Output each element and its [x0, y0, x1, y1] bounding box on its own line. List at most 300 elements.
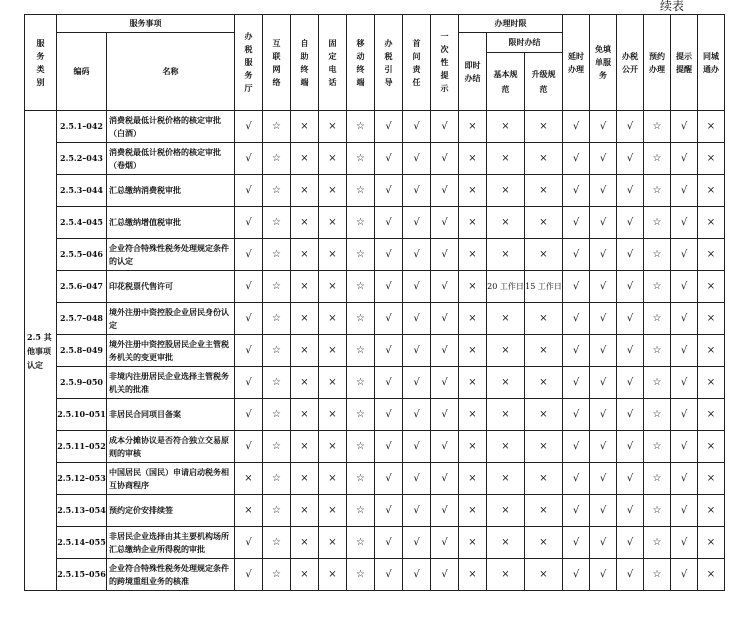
- status-cell: ×: [459, 143, 487, 175]
- item-code: 2.5.11–052: [57, 431, 107, 463]
- table-row: [25, 175, 725, 207]
- status-cell: √: [671, 559, 698, 591]
- header-fixed-phone: 固定电话: [319, 15, 347, 111]
- status-cell: ☆: [347, 303, 375, 335]
- status-cell: √: [403, 175, 431, 207]
- status-cell: √: [590, 495, 617, 527]
- status-cell: √: [590, 463, 617, 495]
- status-cell: ☆: [263, 303, 291, 335]
- status-cell: ☆: [263, 431, 291, 463]
- status-cell: √: [590, 367, 617, 399]
- status-cell: √: [671, 335, 698, 367]
- table-row: [25, 559, 725, 591]
- header-same-city: 同城通办: [698, 15, 725, 111]
- status-cell: √: [563, 463, 590, 495]
- item-name: 预约定价安排续签: [107, 495, 235, 527]
- header-one-time-notice: 一次性提示: [431, 15, 459, 111]
- status-cell: √: [617, 143, 644, 175]
- status-cell: √: [671, 111, 698, 143]
- status-cell: ×: [291, 111, 319, 143]
- table-row: [25, 335, 725, 367]
- status-cell: √: [403, 527, 431, 559]
- table-row: [25, 367, 725, 399]
- item-code: 2.5.5–046: [57, 239, 107, 271]
- status-cell: ×: [487, 303, 525, 335]
- status-cell: ☆: [347, 367, 375, 399]
- continued-label: 续表: [659, 0, 684, 13]
- header-name: 名称: [107, 33, 235, 111]
- status-cell: ×: [698, 239, 725, 271]
- status-cell: ×: [698, 111, 725, 143]
- status-cell: √: [671, 143, 698, 175]
- status-cell: ×: [525, 303, 563, 335]
- status-cell: ×: [459, 463, 487, 495]
- status-cell: √: [590, 431, 617, 463]
- status-cell: ×: [291, 335, 319, 367]
- status-cell: ×: [319, 111, 347, 143]
- status-cell: √: [671, 175, 698, 207]
- status-cell: √: [431, 239, 459, 271]
- item-code: 2.5.10–051: [57, 399, 107, 431]
- item-code: 2.5.8–049: [57, 335, 107, 367]
- status-cell: ×: [698, 207, 725, 239]
- status-cell: √: [590, 175, 617, 207]
- status-cell: ×: [459, 431, 487, 463]
- status-cell: √: [590, 207, 617, 239]
- status-cell: √: [563, 207, 590, 239]
- status-cell: ×: [291, 463, 319, 495]
- status-cell: √: [431, 495, 459, 527]
- status-cell: √: [375, 239, 403, 271]
- item-code: 2.5.1–042: [57, 111, 107, 143]
- status-cell: √: [375, 271, 403, 303]
- status-cell: ×: [319, 239, 347, 271]
- status-cell: ×: [291, 367, 319, 399]
- item-code: 2.5.12–053: [57, 463, 107, 495]
- item-name: 企业符合特殊性税务处理规定条件的认定: [107, 239, 235, 271]
- status-cell: ×: [487, 111, 525, 143]
- status-cell: ×: [459, 111, 487, 143]
- status-cell: √: [235, 111, 263, 143]
- status-cell: √: [563, 527, 590, 559]
- status-cell: ☆: [263, 111, 291, 143]
- header-processing-time: 办理时限: [459, 15, 563, 33]
- item-name: 汇总缴纳增值税审批: [107, 207, 235, 239]
- status-cell: ×: [291, 559, 319, 591]
- status-cell: ☆: [644, 399, 671, 431]
- status-cell: √: [617, 367, 644, 399]
- status-cell: √: [590, 335, 617, 367]
- status-cell: ☆: [644, 111, 671, 143]
- status-cell: ×: [525, 207, 563, 239]
- status-cell: √: [617, 303, 644, 335]
- status-cell: ☆: [263, 463, 291, 495]
- status-cell: √: [375, 207, 403, 239]
- status-cell: √: [617, 271, 644, 303]
- status-cell: √: [431, 303, 459, 335]
- status-cell: ×: [698, 463, 725, 495]
- status-cell: ☆: [347, 111, 375, 143]
- status-cell: √: [590, 111, 617, 143]
- status-cell: √: [375, 399, 403, 431]
- status-cell: ×: [291, 399, 319, 431]
- header-tax-hall: 办税服务厅: [235, 15, 263, 111]
- item-name: 企业符合特殊性税务处理规定条件的跨境重组业务的核准: [107, 559, 235, 591]
- status-cell: √: [375, 303, 403, 335]
- status-cell: √: [563, 431, 590, 463]
- item-code: 2.5.4–045: [57, 207, 107, 239]
- status-cell: ×: [487, 335, 525, 367]
- status-cell: ☆: [347, 143, 375, 175]
- status-cell: √: [563, 367, 590, 399]
- status-cell: √: [235, 239, 263, 271]
- status-cell: ☆: [263, 367, 291, 399]
- header-form-free: 免填单服务: [590, 15, 617, 111]
- status-cell: ×: [487, 431, 525, 463]
- status-cell: √: [590, 527, 617, 559]
- status-cell: √: [617, 527, 644, 559]
- status-cell: √: [235, 399, 263, 431]
- status-cell: √: [375, 431, 403, 463]
- header-reminder: 提示提醒: [671, 15, 698, 111]
- status-cell: √: [671, 303, 698, 335]
- status-cell: √: [403, 207, 431, 239]
- status-cell: ×: [525, 495, 563, 527]
- status-cell: ☆: [263, 239, 291, 271]
- status-cell: ×: [698, 431, 725, 463]
- status-cell: √: [617, 111, 644, 143]
- status-cell: ☆: [263, 271, 291, 303]
- status-cell: ×: [487, 527, 525, 559]
- status-cell: ☆: [644, 463, 671, 495]
- table-row: [25, 527, 725, 559]
- status-cell: ☆: [644, 527, 671, 559]
- status-cell: √: [590, 271, 617, 303]
- status-cell: ×: [525, 527, 563, 559]
- item-name: 境外注册中资控股居民企业主管税务机关的变更审批: [107, 335, 235, 367]
- status-cell: ×: [459, 239, 487, 271]
- status-cell: √: [431, 559, 459, 591]
- table-row: [25, 143, 725, 175]
- status-cell: ×: [291, 527, 319, 559]
- status-cell: √: [671, 239, 698, 271]
- status-cell: √: [375, 495, 403, 527]
- status-cell: ☆: [347, 495, 375, 527]
- status-cell: ×: [525, 143, 563, 175]
- status-cell: √: [431, 399, 459, 431]
- status-cell: ☆: [263, 495, 291, 527]
- status-cell: ☆: [347, 399, 375, 431]
- item-code: 2.5.13–054: [57, 495, 107, 527]
- header-self-terminal: 自助终端: [291, 15, 319, 111]
- status-cell: √: [403, 111, 431, 143]
- item-code: 2.5.6–047: [57, 271, 107, 303]
- status-cell: ×: [525, 335, 563, 367]
- status-cell: √: [671, 207, 698, 239]
- status-cell: ×: [698, 367, 725, 399]
- status-cell: √: [235, 143, 263, 175]
- status-cell: ×: [459, 335, 487, 367]
- status-cell: √: [403, 463, 431, 495]
- status-cell: ×: [487, 463, 525, 495]
- status-cell: √: [431, 271, 459, 303]
- status-cell: 20 工作日: [487, 271, 525, 303]
- status-cell: ×: [487, 495, 525, 527]
- status-cell: √: [235, 367, 263, 399]
- status-cell: ×: [525, 111, 563, 143]
- status-cell: ×: [525, 559, 563, 591]
- table-row: [25, 399, 725, 431]
- header-tax-guide: 办税引导: [375, 15, 403, 111]
- status-cell: √: [671, 431, 698, 463]
- status-cell: ×: [319, 175, 347, 207]
- header-time-limited: 限时办结: [487, 33, 563, 53]
- status-cell: √: [375, 367, 403, 399]
- header-extended: 延时办理: [563, 15, 590, 111]
- status-cell: ×: [319, 431, 347, 463]
- status-cell: √: [403, 495, 431, 527]
- status-cell: ☆: [644, 335, 671, 367]
- status-cell: √: [403, 335, 431, 367]
- status-cell: √: [431, 175, 459, 207]
- item-name: 汇总缴纳消费税审批: [107, 175, 235, 207]
- status-cell: ×: [291, 175, 319, 207]
- status-cell: ×: [459, 527, 487, 559]
- item-name: 消费税最低计税价格的核定审批（卷烟）: [107, 143, 235, 175]
- status-cell: √: [590, 399, 617, 431]
- status-cell: ☆: [644, 271, 671, 303]
- header-internet: 互联网络: [263, 15, 291, 111]
- item-code: 2.5.9–050: [57, 367, 107, 399]
- status-cell: √: [563, 143, 590, 175]
- status-cell: √: [235, 271, 263, 303]
- status-cell: ×: [698, 495, 725, 527]
- item-name: 非居民合同项目备案: [107, 399, 235, 431]
- status-cell: √: [617, 207, 644, 239]
- item-name: 非境内注册居民企业选择主管税务机关的批准: [107, 367, 235, 399]
- status-cell: ☆: [644, 207, 671, 239]
- status-cell: √: [403, 143, 431, 175]
- status-cell: √: [375, 463, 403, 495]
- status-cell: √: [563, 271, 590, 303]
- status-cell: √: [590, 303, 617, 335]
- item-code: 2.5.14–055: [57, 527, 107, 559]
- item-name: 中国居民（国民）申请启动税务相互协商程序: [107, 463, 235, 495]
- header-category: 服务类别: [25, 15, 57, 111]
- category-cell: 2.5 其他事项认定: [25, 111, 57, 591]
- status-cell: ☆: [347, 431, 375, 463]
- status-cell: √: [403, 399, 431, 431]
- status-cell: ×: [459, 399, 487, 431]
- status-cell: √: [617, 399, 644, 431]
- status-cell: ×: [525, 175, 563, 207]
- status-cell: ×: [319, 271, 347, 303]
- status-cell: √: [375, 527, 403, 559]
- status-cell: √: [671, 399, 698, 431]
- status-cell: √: [431, 431, 459, 463]
- status-cell: ×: [459, 559, 487, 591]
- status-cell: √: [431, 527, 459, 559]
- status-cell: √: [375, 559, 403, 591]
- header-code: 编码: [57, 33, 107, 111]
- status-cell: ☆: [644, 303, 671, 335]
- status-cell: ×: [459, 207, 487, 239]
- status-cell: ×: [235, 463, 263, 495]
- status-cell: ×: [698, 559, 725, 591]
- header-upgrade-standard: 升级规范: [525, 53, 563, 111]
- status-cell: √: [403, 431, 431, 463]
- status-cell: ☆: [263, 527, 291, 559]
- table-row: [25, 271, 725, 303]
- header-basic-standard: 基本规范: [487, 53, 525, 111]
- status-cell: √: [671, 271, 698, 303]
- status-cell: √: [617, 431, 644, 463]
- status-cell: ☆: [347, 335, 375, 367]
- status-cell: ×: [291, 495, 319, 527]
- status-cell: ×: [291, 303, 319, 335]
- status-cell: ×: [487, 399, 525, 431]
- status-cell: ×: [487, 239, 525, 271]
- status-cell: √: [403, 239, 431, 271]
- status-cell: ×: [459, 367, 487, 399]
- status-cell: √: [235, 527, 263, 559]
- item-code: 2.5.2–043: [57, 143, 107, 175]
- status-cell: ×: [319, 143, 347, 175]
- status-cell: √: [617, 239, 644, 271]
- status-cell: √: [431, 463, 459, 495]
- status-cell: √: [590, 143, 617, 175]
- status-cell: √: [563, 399, 590, 431]
- status-cell: √: [235, 559, 263, 591]
- status-cell: ×: [487, 143, 525, 175]
- status-cell: ×: [698, 175, 725, 207]
- status-cell: ×: [459, 175, 487, 207]
- status-cell: ☆: [644, 239, 671, 271]
- status-cell: √: [431, 335, 459, 367]
- status-cell: ×: [698, 303, 725, 335]
- status-cell: √: [563, 559, 590, 591]
- service-matters-table: [24, 14, 725, 591]
- status-cell: ×: [487, 559, 525, 591]
- status-cell: ☆: [263, 143, 291, 175]
- item-code: 2.5.3–044: [57, 175, 107, 207]
- status-cell: √: [403, 367, 431, 399]
- status-cell: √: [590, 239, 617, 271]
- status-cell: √: [431, 111, 459, 143]
- status-cell: √: [431, 143, 459, 175]
- status-cell: ×: [525, 399, 563, 431]
- status-cell: √: [617, 559, 644, 591]
- status-cell: ☆: [263, 559, 291, 591]
- status-cell: √: [403, 271, 431, 303]
- status-cell: ☆: [644, 175, 671, 207]
- status-cell: ☆: [347, 271, 375, 303]
- status-cell: √: [375, 175, 403, 207]
- status-cell: √: [671, 527, 698, 559]
- status-cell: √: [563, 495, 590, 527]
- status-cell: √: [235, 175, 263, 207]
- table-row: [25, 431, 725, 463]
- status-cell: √: [431, 207, 459, 239]
- status-cell: √: [590, 559, 617, 591]
- item-name: 非居民企业选择由其主要机构场所汇总缴纳企业所得税的审批: [107, 527, 235, 559]
- header-service-item: 服务事项: [57, 15, 235, 33]
- status-cell: ×: [291, 143, 319, 175]
- table-row: [25, 111, 725, 143]
- item-name: 成本分摊协议是否符合独立交易原则的审核: [107, 431, 235, 463]
- status-cell: ☆: [263, 207, 291, 239]
- status-cell: √: [617, 335, 644, 367]
- status-cell: √: [671, 367, 698, 399]
- status-cell: ☆: [644, 559, 671, 591]
- status-cell: ×: [291, 271, 319, 303]
- header-appointment: 预约办理: [644, 15, 671, 111]
- item-name: 印花税票代售许可: [107, 271, 235, 303]
- status-cell: ×: [525, 367, 563, 399]
- status-cell: ×: [235, 495, 263, 527]
- table-row: [25, 303, 725, 335]
- status-cell: ×: [291, 207, 319, 239]
- status-cell: ×: [319, 463, 347, 495]
- status-cell: ×: [319, 495, 347, 527]
- status-cell: √: [375, 335, 403, 367]
- status-cell: √: [617, 175, 644, 207]
- status-cell: √: [235, 207, 263, 239]
- table-row: [25, 239, 725, 271]
- header-immediate: 即时办结: [459, 33, 487, 111]
- status-cell: ×: [319, 303, 347, 335]
- status-cell: √: [375, 143, 403, 175]
- status-cell: ×: [525, 239, 563, 271]
- status-cell: ×: [319, 399, 347, 431]
- status-cell: ☆: [644, 431, 671, 463]
- status-cell: ×: [698, 271, 725, 303]
- status-cell: √: [563, 335, 590, 367]
- status-cell: ×: [291, 431, 319, 463]
- status-cell: √: [563, 111, 590, 143]
- status-cell: ☆: [263, 175, 291, 207]
- table-row: [25, 207, 725, 239]
- status-cell: ☆: [347, 463, 375, 495]
- status-cell: ☆: [263, 335, 291, 367]
- status-cell: ☆: [347, 175, 375, 207]
- status-cell: √: [617, 495, 644, 527]
- status-cell: ×: [319, 527, 347, 559]
- table-row: [25, 463, 725, 495]
- status-cell: √: [375, 111, 403, 143]
- item-name: 境外注册中资控股企业居民身份认定: [107, 303, 235, 335]
- status-cell: ×: [525, 431, 563, 463]
- status-cell: 15 工作日: [525, 271, 563, 303]
- status-cell: √: [431, 367, 459, 399]
- status-cell: ☆: [347, 559, 375, 591]
- status-cell: √: [235, 335, 263, 367]
- status-cell: ☆: [263, 399, 291, 431]
- status-cell: ×: [291, 239, 319, 271]
- item-code: 2.5.7–048: [57, 303, 107, 335]
- header-first-question: 首问责任: [403, 15, 431, 111]
- status-cell: ×: [319, 335, 347, 367]
- status-cell: ☆: [347, 527, 375, 559]
- status-cell: ×: [698, 143, 725, 175]
- header-mobile-terminal: 移动终端: [347, 15, 375, 111]
- status-cell: ×: [319, 559, 347, 591]
- status-cell: √: [563, 239, 590, 271]
- item-code: 2.5.15–056: [57, 559, 107, 591]
- status-cell: ☆: [347, 239, 375, 271]
- status-cell: √: [235, 303, 263, 335]
- status-cell: ×: [459, 271, 487, 303]
